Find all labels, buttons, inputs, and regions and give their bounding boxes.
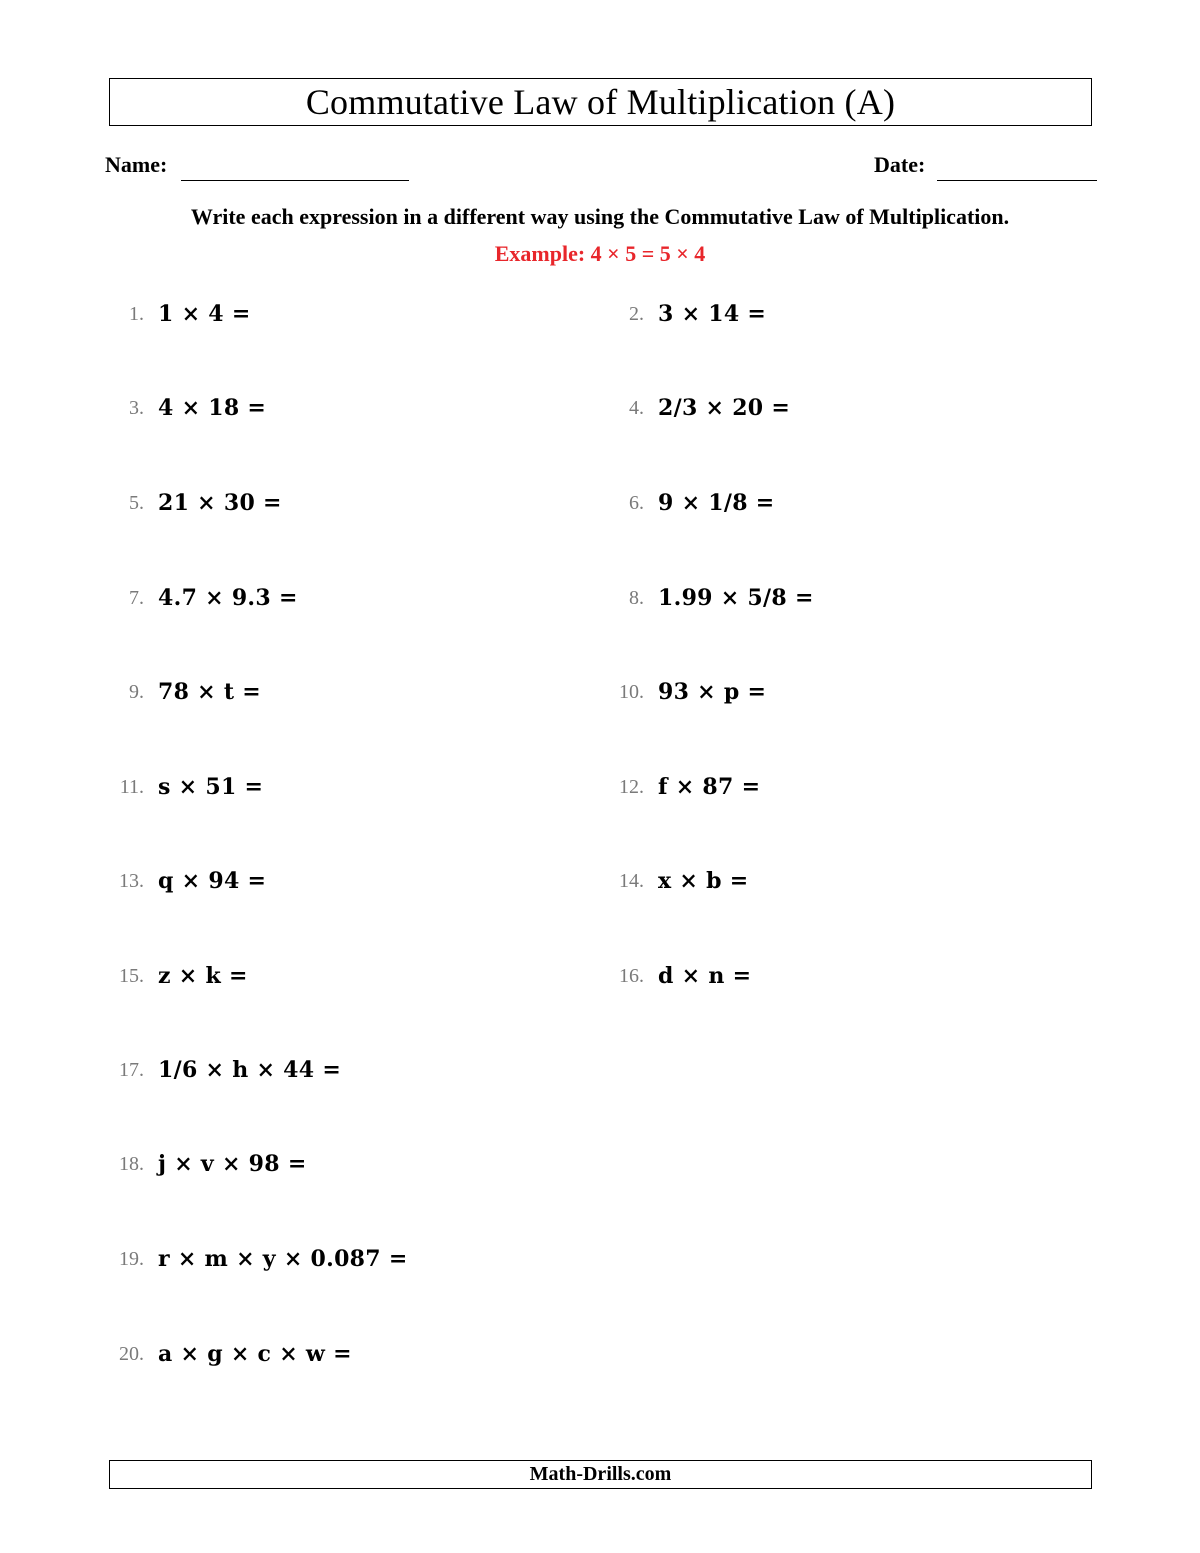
problem-20 [108,1336,352,1372]
problem-number: 3. [129,396,144,419]
problem-expression: 3 × 14 = [658,301,767,327]
problem-expression: s × 51 = [158,774,264,800]
problem-number: 2. [629,302,644,325]
problem-expression: 2/3 × 20 = [658,395,791,421]
problem-expression: 1/6 × h × 44 = [158,1057,342,1083]
problem-number: 7. [129,586,144,609]
problem-19 [108,1241,408,1277]
name-blank[interactable] [181,180,409,181]
problem-number: 12. [619,775,644,798]
footer-text: Math-Drills.com [529,1463,672,1485]
problem-number: 20. [119,1342,144,1365]
problem-number: 16. [619,964,644,987]
problem-expression: j × v × 98 = [158,1151,307,1177]
problem-number: 13. [119,869,144,892]
problem-number: 19. [119,1247,144,1270]
worksheet-title: Commutative Law of Multiplication (A) [305,82,896,122]
problem-16 [608,958,751,994]
problem-number: 9. [129,680,144,703]
problem-expression: 1 × 4 = [158,301,251,327]
problem-17 [108,1052,341,1088]
problem-5 [108,485,282,521]
problem-1 [108,296,251,332]
problem-2 [608,296,766,332]
problem-9 [108,674,261,710]
problem-7 [108,580,298,616]
problem-number: 6. [629,491,644,514]
problem-number: 10. [619,680,644,703]
problem-3 [108,390,266,426]
problem-number: 5. [129,491,144,514]
problem-4 [608,390,790,426]
date-blank[interactable] [937,180,1097,181]
problem-number: 11. [119,775,144,798]
problem-11 [108,769,263,805]
problem-expression: 4 × 18 = [158,395,267,421]
problem-expression: 78 × t = [158,679,262,705]
problem-number: 15. [119,964,144,987]
problem-number: 4. [629,396,644,419]
instructions: Write each expression in a different way using the Commutative Law of Multiplication. [190,204,1010,229]
name-label: Name: [105,152,168,177]
problem-12 [608,769,760,805]
problem-expression: a × g × c × w = [158,1341,352,1367]
problem-10 [608,674,766,710]
problem-expression: 1.99 × 5/8 = [658,585,814,611]
problem-6 [608,485,775,521]
problem-expression: r × m × y × 0.087 = [158,1246,408,1272]
footer-box [109,1460,1092,1489]
problem-expression: q × 94 = [158,868,267,894]
problem-expression: z × k = [158,963,248,989]
problem-18 [108,1146,307,1182]
problem-expression: 93 × p = [658,679,767,705]
problem-13 [108,863,266,899]
problem-expression: 4.7 × 9.3 = [158,585,298,611]
problem-expression: d × n = [658,963,752,989]
problem-number: 17. [119,1058,144,1081]
problem-8 [608,580,814,616]
problem-expression: 21 × 30 = [158,490,282,516]
problem-expression: 9 × 1/8 = [658,490,775,516]
problem-number: 18. [119,1152,144,1175]
problem-expression: x × b = [658,868,749,894]
problem-number: 1. [129,302,144,325]
date-label: Date: [874,152,926,177]
problem-15 [108,958,248,994]
problem-expression: f × 87 = [658,774,761,800]
problem-14 [608,863,748,899]
problem-number: 8. [629,586,644,609]
example: Example: 4 × 5 = 5 × 4 [494,241,706,266]
title-box [109,78,1092,126]
problem-number: 14. [619,869,644,892]
